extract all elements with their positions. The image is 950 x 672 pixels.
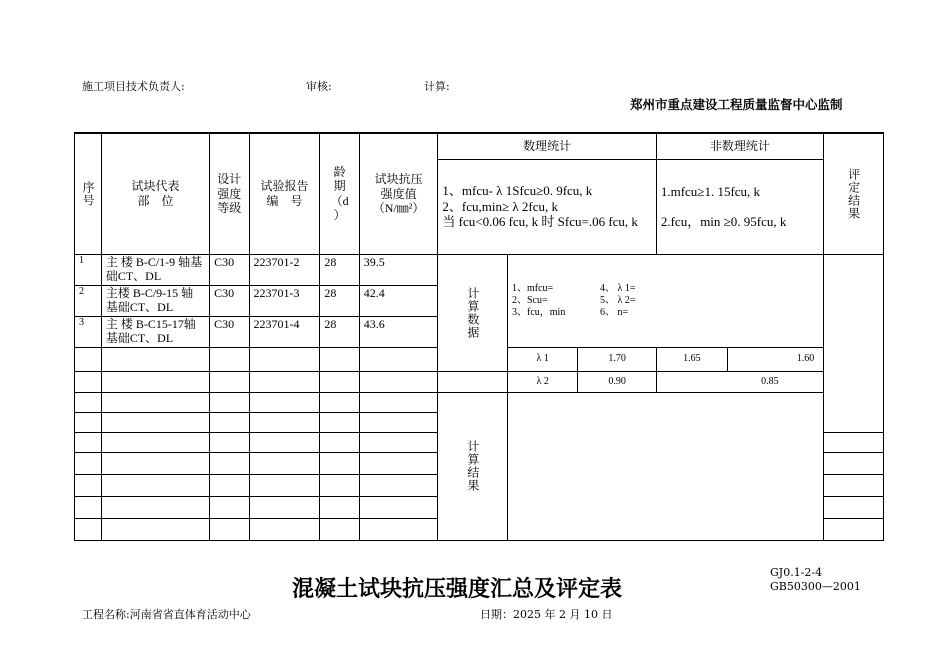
row-part: 主 楼 B-C/1-9 轴基础CT、DL	[101, 254, 209, 285]
calc-result-area	[508, 392, 824, 540]
calc-data-items: 1、mfcu= 4、 λ 1= 2、Scu= 5、 λ 2= 3、fcu，min 6、 n=	[508, 254, 824, 347]
project-name: 工程名称:河南省省直体育活动中心	[82, 608, 251, 621]
lambda2-value: 0.85	[656, 371, 883, 392]
lambda1-label: λ 1	[508, 347, 578, 371]
row-age: 28	[320, 254, 359, 285]
row-value: 39.5	[359, 254, 438, 285]
calc-result-label: 计算结果	[438, 392, 508, 540]
row-part: 主 楼 B-C15-17轴基础CT、DL	[101, 316, 209, 347]
nonstat-formulas: 1.mfcu≥1. 15fcu, k 2.fcu，min ≥0. 95fcu, k	[656, 159, 823, 254]
row-grade: C30	[210, 254, 249, 285]
row-index: 3	[75, 316, 102, 347]
row-report: 223701-4	[249, 316, 320, 347]
page-title: 混凝土试块抗压强度汇总及评定表	[292, 576, 623, 602]
col-age-header: 龄 期 （d ）	[320, 133, 359, 254]
row-age: 28	[320, 285, 359, 316]
issuing-org: 郑州市重点建设工程质量监督中心监制	[630, 97, 843, 112]
table-row	[75, 392, 884, 412]
lambda2-value: 0.90	[578, 371, 656, 392]
eval-result-cell	[823, 254, 883, 432]
lambda1-value: 1.60	[727, 347, 883, 371]
lambda1-value: 1.70	[578, 347, 656, 371]
standard-code: GB50300—2001	[770, 580, 861, 593]
table-row	[75, 254, 884, 285]
col-grade-header: 设计 强度 等级	[210, 133, 249, 254]
row-index: 2	[75, 285, 102, 316]
row-age: 28	[320, 316, 359, 347]
row-report: 223701-3	[249, 285, 320, 316]
col-part-header: 试块代表 部 位	[101, 133, 209, 254]
col-strength-header: 试块抗压 强度值 （N/㎜²）	[359, 133, 438, 254]
lambda1-value: 1.65	[656, 347, 727, 371]
date: 日期：2025 年 2 月 10 日	[480, 608, 613, 621]
row-grade: C30	[210, 316, 249, 347]
row-value: 42.4	[359, 285, 438, 316]
review-label: 审核:	[306, 80, 332, 93]
form-code: GJ0.1-2-4	[770, 566, 823, 579]
row-index: 1	[75, 254, 102, 285]
stat-header: 数理统计	[438, 133, 656, 159]
row-value: 43.6	[359, 316, 438, 347]
col-index-header: 序号	[75, 133, 102, 254]
evaluation-table	[74, 132, 884, 541]
table-row	[75, 371, 884, 392]
row-grade: C30	[210, 285, 249, 316]
nonstat-header: 非数理统计	[656, 133, 823, 159]
eval-header: 评定结果	[823, 133, 883, 254]
lambda2-label: λ 2	[508, 371, 578, 392]
row-report: 223701-2	[249, 254, 320, 285]
calc-data-label: 计算数据	[438, 254, 508, 371]
tech-lead-label: 施工项目技术负责人:	[82, 80, 185, 93]
calc-label: 计算:	[424, 80, 450, 93]
row-part: 主楼 B-C/9-15 轴基础CT、DL	[101, 285, 209, 316]
stat-formulas: 1、mfcu- λ 1Sfcu≥0. 9fcu, k 2、fcu,min≥ λ 2fcu, k 当 fcu<0.06 fcu, k 时 Sfcu=.06 fcu, k	[438, 159, 656, 254]
col-report-header: 试验报告 编 号	[249, 133, 320, 254]
